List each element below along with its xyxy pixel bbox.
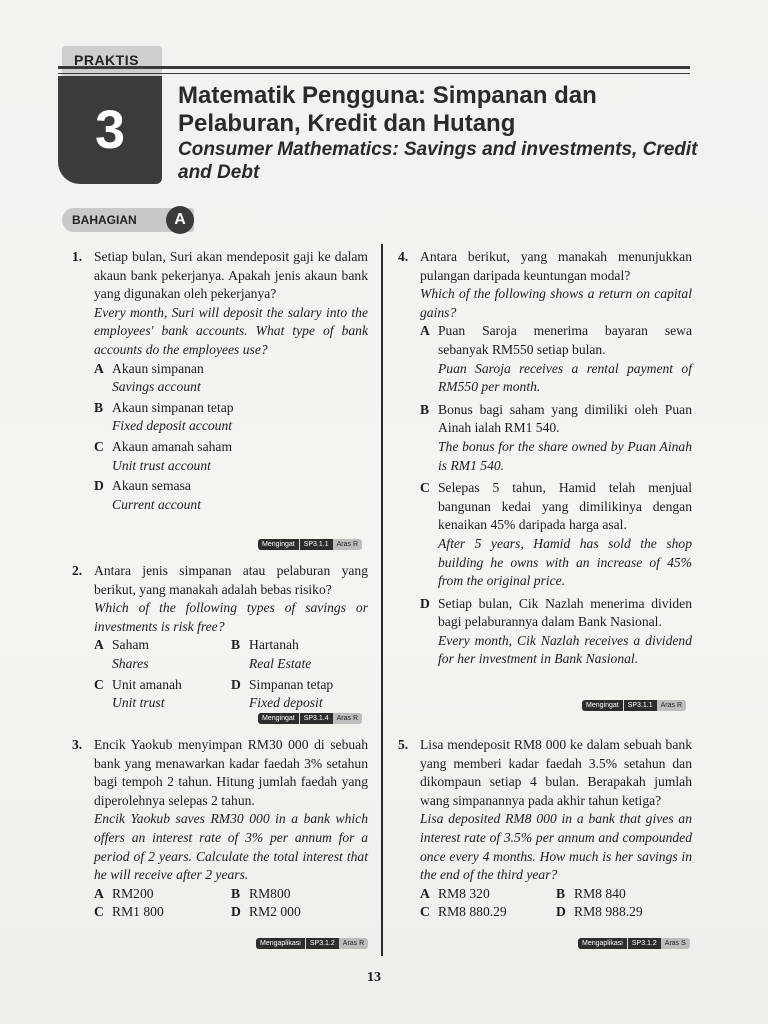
section-letter: A bbox=[166, 206, 194, 234]
question-stem-malay: Encik Yaokub menyimpan RM30 000 di sebuah bank yang menawarkan kadar faedah 3% setahun bagi tempoh 2 tahun. Hitung jumlah faedah yang diperolehnya selepas 2 tahun. bbox=[94, 737, 368, 808]
question-tag: Mengingat SP3.1.1 Aras R bbox=[258, 539, 362, 550]
option-a[interactable]: A Puan Saroja menerima bayaran sewa sebanyak RM550 setiap bulan. Puan Saroja receives a rental payment of RM550 per month. bbox=[420, 323, 692, 395]
question-stem-english: Which of the following types of savings or investments is risk free? bbox=[94, 600, 368, 634]
question-1 bbox=[72, 248, 368, 514]
praktis-label: PRAKTIS bbox=[62, 46, 162, 76]
option-d[interactable]: D Akaun semasa Current account bbox=[94, 478, 201, 512]
option-b[interactable]: B Bonus bagi saham yang dimiliki oleh Puan Ainah ialah RM1 540. The bonus for the share owned by Puan Ainah is RM1 540. bbox=[420, 401, 692, 473]
chapter-number: 3 bbox=[58, 76, 162, 184]
question-stem-malay: Setiap bulan, Suri akan mendeposit gaji ke dalam akaun bank pekerjanya. Apakah jenis akaun bank yang digunakan oleh pekerjanya? bbox=[94, 249, 368, 302]
option-c[interactable]: C Akaun amanah saham Unit trust account bbox=[94, 438, 233, 473]
option-b[interactable]: B Hartanah Real Estate bbox=[231, 637, 312, 671]
section-label: BAHAGIAN bbox=[62, 208, 194, 232]
question-3 bbox=[72, 736, 368, 922]
question-number: 1. bbox=[72, 249, 83, 264]
question-number: 4. bbox=[398, 249, 409, 264]
question-5 bbox=[398, 736, 692, 922]
option-a[interactable]: A RM8 320 bbox=[420, 885, 490, 901]
option-c[interactable]: C Unit amanah Unit trust bbox=[94, 676, 182, 711]
option-b[interactable]: B RM8 840 bbox=[556, 885, 626, 901]
question-stem-english: Lisa deposited RM8 000 in a bank that gives an interest rate of 3.5% per annum and compounded once every 4 months. How much is her savings in the end of the third year? bbox=[420, 811, 692, 883]
option-c[interactable]: C RM1 800 bbox=[94, 904, 164, 920]
question-stem-english: Every month, Suri will deposit the salary into the employees' bank accounts. What type of bank accounts do the employees use? bbox=[94, 304, 368, 357]
question-number: 5. bbox=[398, 737, 409, 752]
question-stem-english: Which of the following shows a return on capital gains? bbox=[420, 286, 692, 320]
option-a[interactable]: A RM200 bbox=[94, 885, 154, 901]
question-4 bbox=[398, 248, 692, 669]
question-number: 2. bbox=[72, 563, 83, 578]
question-stem-malay: Lisa mendeposit RM8 000 ke dalam sebuah bank yang memberi kadar faedah 3.5% setahun dan dikompaun setiap 4 bulan. Berapakah jumlah wang simpanannya pada akhir tahun ketiga? bbox=[420, 737, 692, 808]
option-c[interactable]: C Selepas 5 tahun, Hamid telah menjual bangunan kedai yang dimilikinya dengan kenaikan 45% daripada harga asal. After 5 years, Hamid has sold the shop building he owns with an increase of 45% from the original price. bbox=[420, 480, 692, 589]
question-stem-english: Encik Yaokub saves RM30 000 in a bank which offers an interest rate of 3% per annum for a period of 2 years. Calculate the total interest that he will receive after 2 years. bbox=[94, 811, 368, 883]
option-d[interactable]: D Simpanan tetap Fixed deposit bbox=[231, 676, 334, 711]
question-stem-malay: Antara jenis simpanan atau pelaburan yang berikut, yang manakah adalah bebas risiko? bbox=[94, 563, 368, 597]
option-a[interactable]: A Saham Shares bbox=[94, 637, 149, 671]
question-tag: Mengaplikasi SP3.1.2 Aras R bbox=[256, 938, 368, 949]
column-divider bbox=[381, 244, 383, 956]
question-tag: Mengingat SP3.1.1 Aras R bbox=[582, 700, 686, 711]
question-tag: Mengaplikasi SP3.1.2 Aras S bbox=[578, 938, 690, 949]
page-title-english: Consumer Mathematics: Savings and investments, Credit and Debt bbox=[178, 139, 698, 183]
question-tag: Mengingat SP3.1.4 Aras R bbox=[258, 713, 362, 724]
option-b[interactable]: B RM800 bbox=[231, 885, 291, 901]
option-a[interactable]: A Akaun simpanan Savings account bbox=[94, 360, 204, 395]
option-d[interactable]: D RM8 988.29 bbox=[556, 904, 643, 920]
header-rule bbox=[58, 66, 690, 74]
question-number: 3. bbox=[72, 737, 83, 752]
option-c[interactable]: C RM8 880.29 bbox=[420, 904, 507, 920]
option-d[interactable]: D Setiap bulan, Cik Nazlah menerima dividen bagi pelaburannya dalam Bank Nasional. Every month, Cik Nazlah receives a dividend for her investment in Bank Nasional. bbox=[420, 595, 692, 667]
page-number: 13 bbox=[367, 970, 381, 985]
page-title-malay: Matematik Pengguna: Simpanan dan Pelaburan, Kredit dan Hutang bbox=[178, 82, 597, 137]
question-2 bbox=[72, 562, 368, 713]
question-stem-malay: Antara berikut, yang manakah menunjukkan pulangan daripada keuntungan modal? bbox=[420, 249, 692, 283]
option-b[interactable]: B Akaun simpanan tetap Fixed deposit account bbox=[94, 399, 234, 434]
option-d[interactable]: D RM2 000 bbox=[231, 904, 301, 920]
